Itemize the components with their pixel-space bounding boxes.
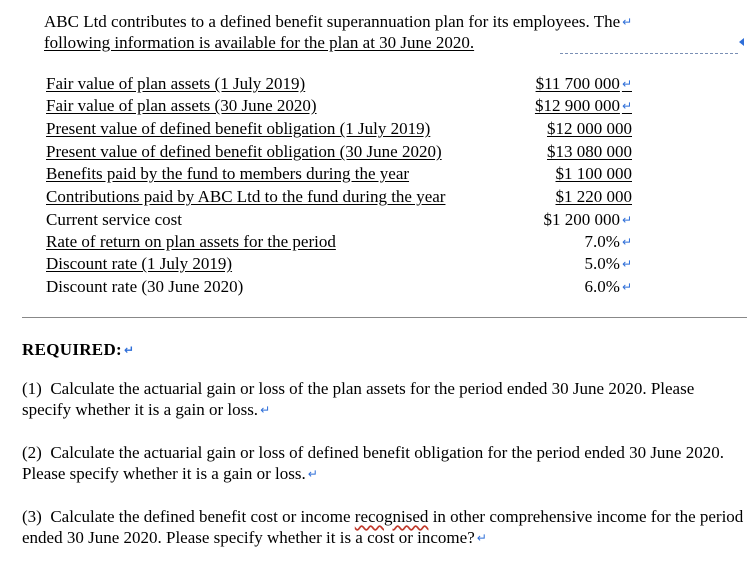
return-arrow-icon: ↵ (307, 467, 318, 481)
return-arrow-icon: ↵ (260, 403, 271, 417)
table-row: Discount rate (30 June 2020) 6.0% ↵ (46, 277, 632, 296)
table-row: Discount rate (1 July 2019) 5.0% ↵ (46, 254, 632, 273)
return-arrow-icon: ↵ (621, 77, 632, 91)
table-row: Fair value of plan assets (30 June 2020) $12 900 000 ↵ (46, 96, 632, 115)
return-arrow-icon: ↵ (621, 213, 632, 227)
table-row: Fair value of plan assets (1 July 2019) $11 700 000 ↵ (46, 74, 632, 93)
return-arrow-icon: ↵ (621, 280, 632, 294)
return-arrow-icon: ↵ (621, 235, 632, 249)
intro-line-1: ABC Ltd contributes to a defined benefit superannuation plan for its employees. The ↵ (44, 12, 633, 31)
spellcheck-flagged-word[interactable]: recognised (354, 507, 429, 526)
required-heading: REQUIRED: ↵ (22, 340, 135, 359)
intro-line-2: following information is available for the plan at 30 June 2020. (44, 33, 475, 52)
dashed-rule (560, 53, 738, 54)
question-3: (3) Calculate the defined benefit cost or income recognised in other comprehensive income for the period ended 30 June 2020. Please specify whether it is a cost or income? ↵ (22, 507, 744, 547)
return-arrow-icon: ↵ (621, 257, 632, 271)
table-row: Rate of return on plan assets for the period 7.0% ↵ (46, 232, 632, 251)
table-row: Current service cost $1 200 000 ↵ (46, 210, 632, 229)
return-arrow-icon: ↵ (124, 343, 135, 357)
table-row: Benefits paid by the fund to members during the year $1 100 000 (46, 164, 632, 183)
margin-marker-icon (739, 38, 744, 46)
section-divider (22, 317, 747, 318)
table-row: Present value of defined benefit obligation (30 June 2020) $13 080 000 (46, 142, 632, 161)
return-arrow-icon: ↵ (476, 531, 487, 545)
question-1: (1) Calculate the actuarial gain or loss of the plan assets for the period ended 30 June 2020. Please specify whether it is a gain or loss. ↵ (22, 379, 695, 419)
table-row: Present value of defined benefit obligation (1 July 2019) $12 000 000 (46, 119, 632, 138)
question-2: (2) Calculate the actuarial gain or loss of defined benefit obligation for the period ended 30 June 2020. Please specify whether it is a gain or loss. ↵ (22, 443, 724, 483)
return-arrow-icon: ↵ (622, 15, 633, 29)
return-arrow-icon: ↵ (621, 99, 632, 113)
table-row: Contributions paid by ABC Ltd to the fund during the year $1 220 000 (46, 187, 632, 206)
